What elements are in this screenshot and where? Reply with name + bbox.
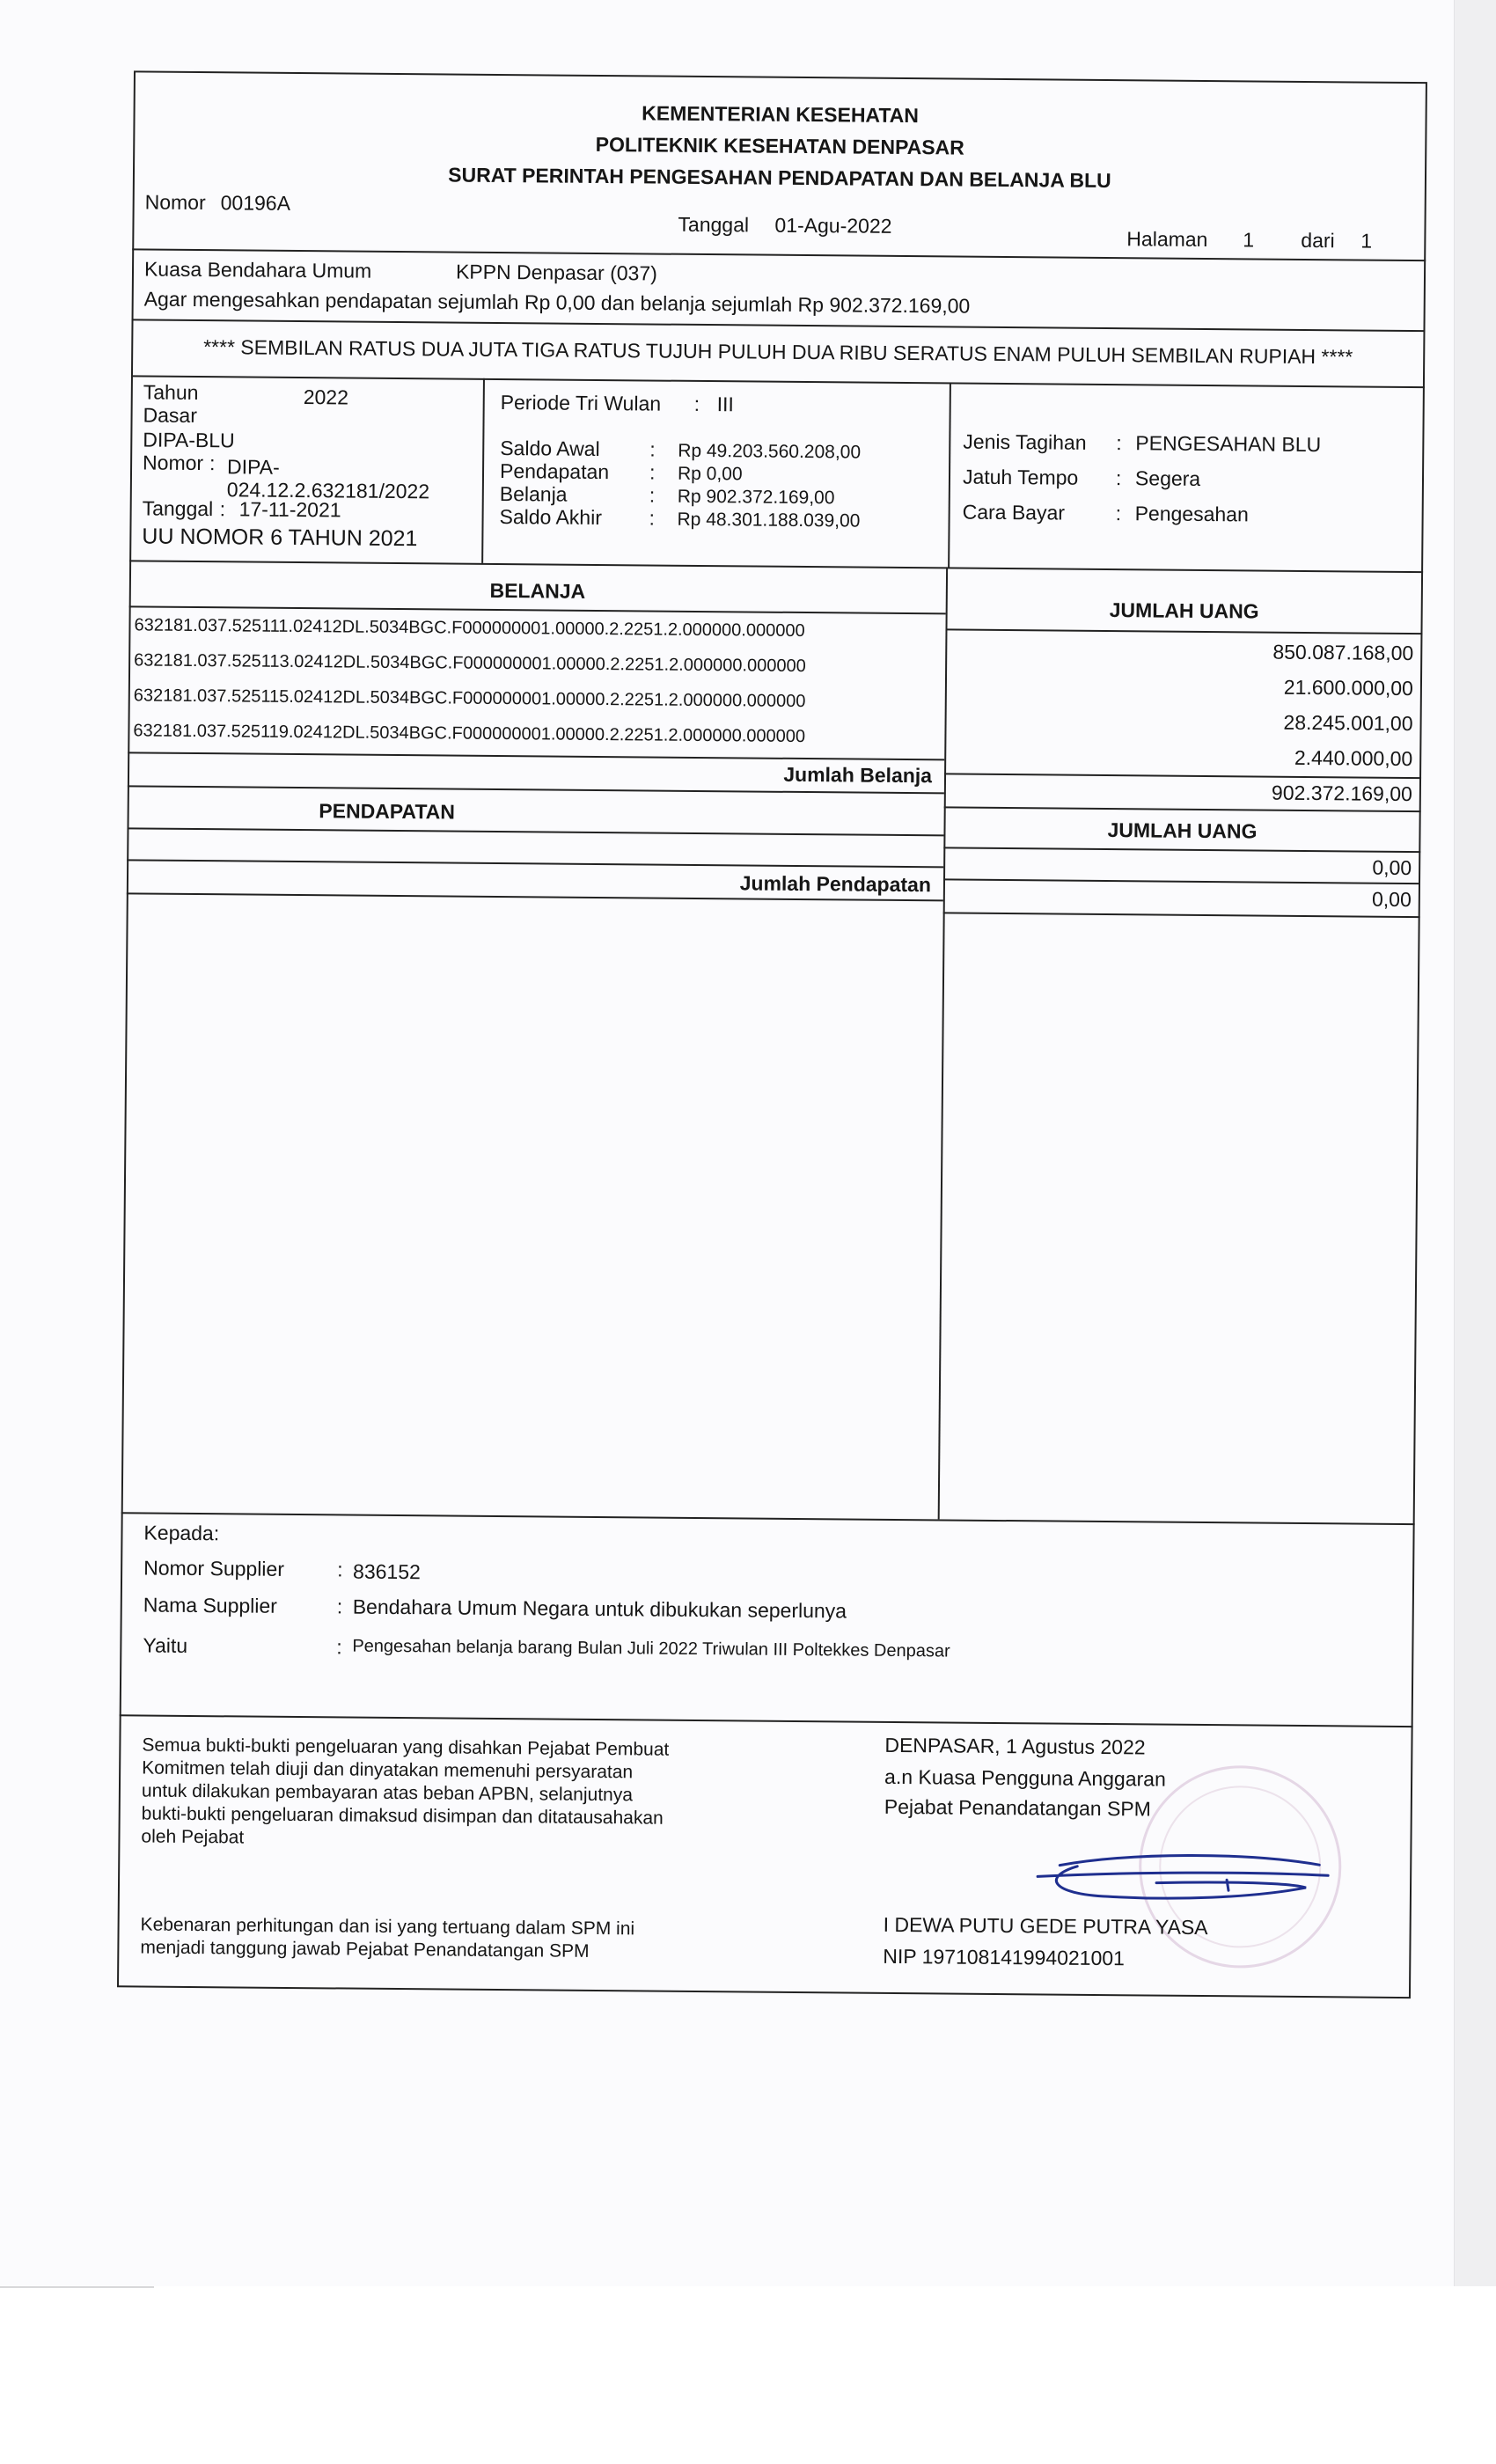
amount-in-words: **** SEMBILAN RATUS DUA JUTA TIGA RATUS TUJUH PULUH DUA RIBU SERATUS ENAM PULUH SEMBILAN RUPIAH **** bbox=[203, 335, 1353, 369]
saldo-awal-label: Saldo Awal bbox=[500, 436, 600, 460]
place-date: DENPASAR, 1 Agustus 2022 bbox=[884, 1733, 1146, 1759]
cara-bayar-value: Pengesahan bbox=[1134, 502, 1249, 526]
nomor-supplier-value: 836152 bbox=[353, 1559, 421, 1584]
saldo-akhir-colon: : bbox=[649, 506, 656, 530]
pendapatan-row-value: 0,00 bbox=[1372, 855, 1412, 880]
belanja-header: BELANJA bbox=[489, 578, 586, 603]
responsibility-line-1: Kebenaran perhitungan dan isi yang tertuang dalam SPM ini bbox=[140, 1914, 635, 1940]
kuasa-label: Kuasa Bendahara Umum bbox=[143, 257, 372, 282]
document-title: SURAT PERINTAH PENGESAHAN PENDAPATAN DAN BELANJA BLU bbox=[448, 163, 1111, 193]
uu-reference: UU NOMOR 6 TAHUN 2021 bbox=[142, 524, 418, 552]
dasar-tanggal-colon: : bbox=[219, 497, 226, 521]
scan-edge bbox=[1454, 0, 1496, 2286]
statement-line-5: oleh Pejabat bbox=[141, 1826, 245, 1848]
periode-value: III bbox=[716, 392, 735, 416]
jenis-tagihan-colon: : bbox=[1116, 431, 1122, 455]
yaitu-colon: : bbox=[336, 1635, 342, 1659]
jatuh-tempo-label: Jatuh Tempo bbox=[962, 465, 1079, 489]
kuasa-value: KPPN Denpasar (037) bbox=[455, 260, 657, 285]
nomor-value: 00196A bbox=[220, 191, 291, 215]
belanja-value: Rp 902.372.169,00 bbox=[677, 486, 835, 509]
dasar-nomor-value-1: DIPA- bbox=[226, 455, 280, 479]
belanja-amount-2: 21.600.000,00 bbox=[1283, 675, 1414, 700]
pejabat-title: Pejabat Penandatangan SPM bbox=[884, 1794, 1151, 1821]
dasar-nomor-value-2: 024.12.2.632181/2022 bbox=[226, 478, 430, 503]
periode-colon: : bbox=[693, 392, 700, 415]
belanja-code-1: 632181.037.525111.02412DL.5034BGC.F000000001.00000.2.2251.2.000000.000000 bbox=[134, 615, 805, 642]
ministry-title: KEMENTERIAN KESEHATAN bbox=[642, 101, 920, 128]
saldo-akhir-label: Saldo Akhir bbox=[499, 504, 603, 530]
statement-line-1: Semua bukti-bukti pengeluaran yang disahkan Pejabat Pembuat bbox=[142, 1734, 670, 1760]
spm-document bbox=[82, 70, 1427, 1998]
jumlah-belanja-value: 902.372.169,00 bbox=[1271, 781, 1412, 806]
responsibility-line-2: menjadi tanggung jawab Pejabat Penandatangan SPM bbox=[140, 1937, 590, 1962]
belanja-colon: : bbox=[649, 483, 656, 507]
halaman-value: 1 bbox=[1243, 228, 1255, 252]
belanja-amount-header: JUMLAH UANG bbox=[1109, 598, 1259, 623]
jumlah-pendapatan-label: Jumlah Pendapatan bbox=[739, 871, 932, 897]
belanja-amount-1: 850.087.168,00 bbox=[1272, 640, 1414, 665]
kepada-label: Kepada: bbox=[143, 1521, 220, 1545]
statement-line-4: bukti-bukti pengeluaran dimaksud disimpan dan ditatausahakan bbox=[141, 1803, 664, 1829]
nama-supplier-label: Nama Supplier bbox=[143, 1593, 278, 1617]
halaman-label: Halaman bbox=[1126, 227, 1208, 252]
jatuh-tempo-value: Segera bbox=[1134, 466, 1201, 490]
belanja-code-2: 632181.037.525113.02412DL.5034BGC.F000000001.00000.2.2251.2.000000.000000 bbox=[134, 650, 806, 677]
pendapatan-colon: : bbox=[649, 460, 656, 484]
jumlah-belanja-label: Jumlah Belanja bbox=[783, 762, 933, 788]
scan-background bbox=[0, 2286, 1496, 2464]
dari-label: dari bbox=[1301, 228, 1335, 253]
cara-bayar-colon: : bbox=[1115, 502, 1122, 525]
institution-title: POLITEKNIK KESEHATAN DENPASAR bbox=[595, 132, 964, 159]
pendapatan-value: Rp 0,00 bbox=[677, 463, 743, 485]
signer-nip: NIP 197108141994021001 bbox=[883, 1944, 1125, 1970]
belanja-label: Belanja bbox=[499, 481, 568, 506]
jumlah-pendapatan-value: 0,00 bbox=[1371, 887, 1412, 912]
tahun-value: 2022 bbox=[303, 385, 349, 409]
nama-supplier-value: Bendahara Umum Negara untuk dibukukan seperlunya bbox=[352, 1595, 847, 1623]
cara-bayar-label: Cara Bayar bbox=[962, 500, 1066, 524]
saldo-awal-colon: : bbox=[649, 437, 656, 461]
belanja-code-4: 632181.037.525119.02412DL.5034BGC.F000000001.00000.2.2251.2.000000.000000 bbox=[133, 721, 806, 747]
saldo-akhir-value: Rp 48.301.188.039,00 bbox=[677, 509, 861, 532]
jatuh-tempo-colon: : bbox=[1115, 466, 1122, 490]
scan-edge-line bbox=[0, 2286, 154, 2288]
statement-line-2: Komitmen telah diuji dan dinyatakan memenuhi persyaratan bbox=[142, 1757, 634, 1783]
dasar-value: DIPA-BLU bbox=[143, 428, 235, 452]
dari-value: 1 bbox=[1360, 229, 1373, 253]
belanja-code-3: 632181.037.525115.02412DL.5034BGC.F000000001.00000.2.2251.2.000000.000000 bbox=[133, 686, 806, 712]
tahun-label: Tahun bbox=[143, 380, 199, 405]
nomor-supplier-label: Nomor Supplier bbox=[143, 1556, 285, 1580]
pendapatan-header: PENDAPATAN bbox=[319, 799, 456, 824]
signer-name: I DEWA PUTU GEDE PUTRA YASA bbox=[883, 1912, 1208, 1940]
jenis-tagihan-label: Jenis Tagihan bbox=[963, 429, 1087, 454]
jenis-tagihan-value: PENGESAHAN BLU bbox=[1135, 431, 1322, 457]
dasar-label: Dasar bbox=[143, 403, 198, 427]
belanja-amount-3: 28.245.001,00 bbox=[1283, 710, 1413, 736]
nomor-label: Nomor bbox=[144, 190, 206, 215]
dasar-nomor-label: Nomor bbox=[143, 451, 204, 475]
dasar-nomor-colon: : bbox=[209, 451, 216, 475]
yaitu-value: Pengesahan belanja barang Bulan Juli 2022 Triwulan III Poltekkes Denpasar bbox=[352, 1636, 950, 1661]
pendapatan-label: Pendapatan bbox=[499, 458, 610, 484]
dasar-tanggal-value: 17-11-2021 bbox=[238, 497, 341, 522]
tanggal-value: 01-Agu-2022 bbox=[774, 213, 892, 238]
statement-line-3: untuk dilakukan pembayaran atas beban APBN, selanjutnya bbox=[141, 1780, 634, 1806]
belanja-amount-4: 2.440.000,00 bbox=[1294, 745, 1413, 771]
kuasa-pengguna: a.n Kuasa Pengguna Anggaran bbox=[884, 1764, 1166, 1791]
pendapatan-amount-header: JUMLAH UANG bbox=[1107, 818, 1258, 843]
nama-supplier-colon: : bbox=[336, 1595, 343, 1618]
saldo-awal-value: Rp 49.203.560.208,00 bbox=[678, 440, 862, 463]
yaitu-label: Yaitu bbox=[143, 1633, 188, 1657]
tanggal-label: Tanggal bbox=[678, 212, 750, 237]
agar-text: Agar mengesahkan pendapatan sejumlah Rp 0,00 dan belanja sejumlah Rp 902.372.169,00 bbox=[143, 287, 971, 318]
periode-label: Periode Tri Wulan bbox=[500, 391, 662, 415]
dasar-tanggal-label: Tanggal bbox=[142, 496, 214, 521]
nomor-supplier-colon: : bbox=[337, 1558, 343, 1581]
